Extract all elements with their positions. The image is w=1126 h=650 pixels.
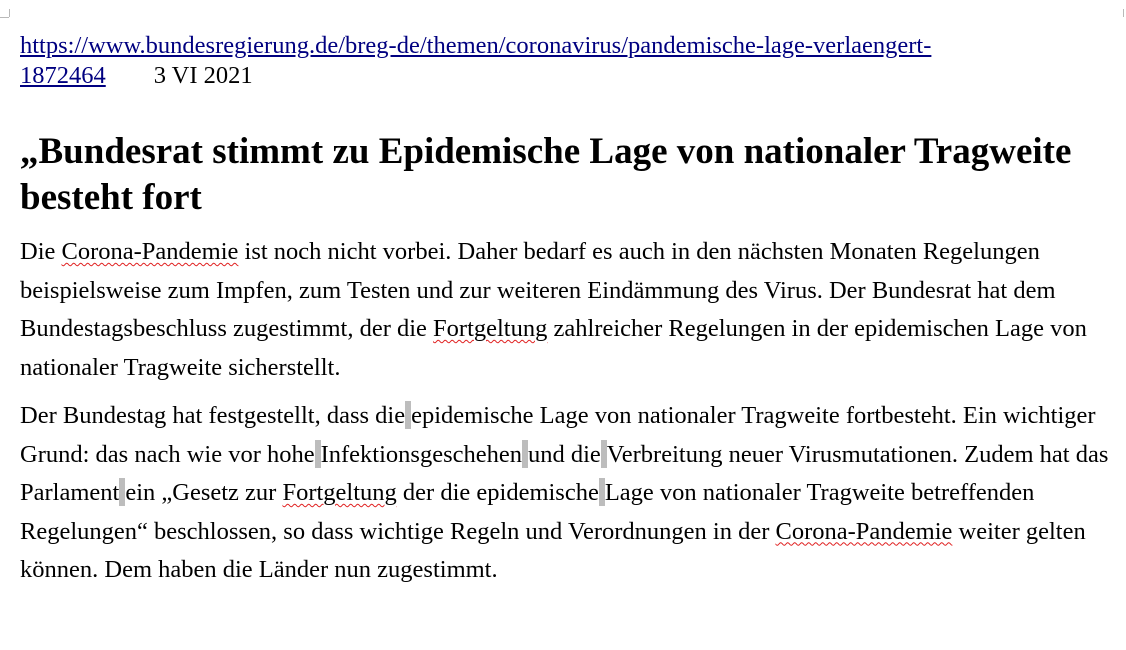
source-url-part-2[interactable]: 1872464 <box>20 62 106 89</box>
paragraph-2-text: Verbreitung neuer Virusmutationen. Zudem hat das Parlament <box>20 440 1109 506</box>
paragraph-1-text: Die <box>20 238 62 265</box>
page-corner-mark-top-left <box>9 9 18 17</box>
paragraph-2-text: weiter gelten können. Dem haben die Länder nun zugestimmt. <box>20 517 1086 583</box>
paragraph-2-text: Der Bundestag hat festgestellt, dass die <box>20 402 406 429</box>
paragraph-2-text: der die epidemische <box>396 479 599 506</box>
spellcheck-word: Corona-Pandemie <box>775 517 953 545</box>
spellcheck-word: Fortgeltung <box>282 479 397 506</box>
paragraph-2-text: ein „Gesetz zur <box>125 479 283 506</box>
source-date: 3 VI 2021 <box>153 62 253 89</box>
article-headline: „Bundesrat stimmt zu Epidemische Lage von nationaler Tragweite besteht fort <box>20 131 1072 218</box>
paragraph-1-text: ist noch nicht vorbei. Daher bedarf es auch in den nächsten Monaten Regelungen beispielsweise zum Impfen, zum Testen und zur weiteren Eindämmung des Virus. Der Bundesrat hat dem Bundestagsbeschluss zugestimmt, der die <box>20 238 1056 342</box>
spellcheck-word: Corona-Pandemie <box>61 238 239 265</box>
paragraph-1 <box>20 233 1126 387</box>
paragraph-2-text: Infektionsgeschehen <box>320 440 522 468</box>
paragraph-2-text: epidemische Lage von nationaler Tragweite fortbesteht. Ein wichtiger Grund: das nach wie vor hohe <box>20 402 1096 468</box>
spellcheck-word: Fortgeltung <box>433 315 548 342</box>
paragraph-2-text: Lage von nationaler Tragweite betreffenden Regelungen“ beschlossen, so dass wichtige Regeln und Verordnungen in der <box>20 479 1035 545</box>
paragraph-1-text: zahlreicher Regelungen in der epidemischen Lage von nationaler Tragweite sicherstellt. <box>20 315 1087 381</box>
source-line <box>20 31 1126 91</box>
document-content <box>20 31 1126 590</box>
paragraph-2-text: und die <box>527 440 601 468</box>
source-url-part-1[interactable]: https://www.bundesregierung.de/breg-de/themen/coronavirus/pandemische-lage-verlaengert- <box>20 32 932 59</box>
page-corner-mark-top-right <box>1115 9 1124 17</box>
paragraph-2 <box>20 397 1126 590</box>
